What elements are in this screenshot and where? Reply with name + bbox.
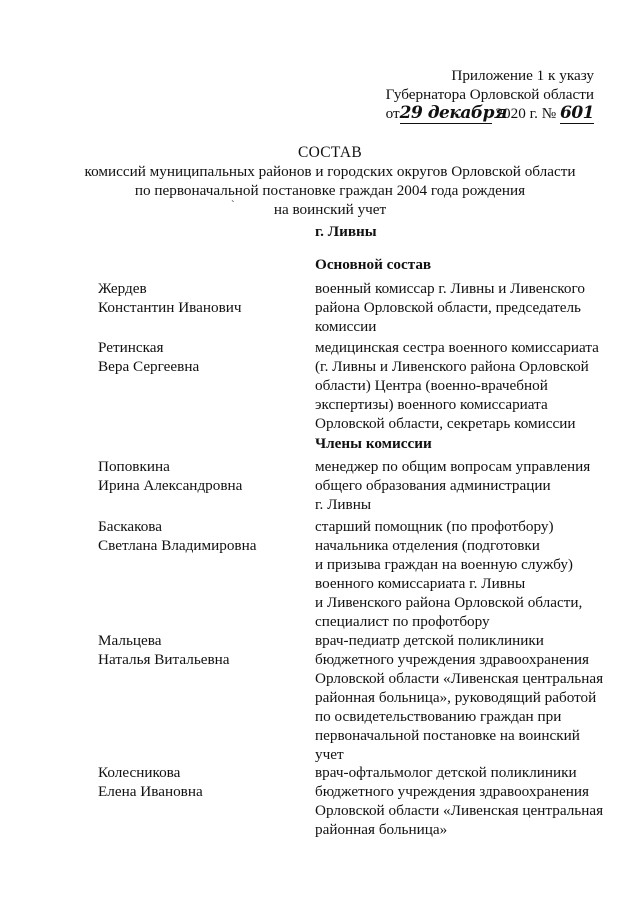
role-line: учет xyxy=(315,746,344,763)
role-line: Орловской области «Ливенская центральная xyxy=(315,802,604,819)
member-given-names: Наталья Витальевна xyxy=(98,651,230,668)
role-line: врач-педиатр детской поликлиники xyxy=(315,632,544,649)
member-given-names: Константин Иванович xyxy=(98,299,242,316)
stray-mark: ` xyxy=(231,199,235,211)
member-given-names: Вера Сергеевна xyxy=(98,358,200,375)
year-and-number-label: 2020 г. № xyxy=(495,105,557,122)
role-line: и Ливенского района Орловской области, xyxy=(315,594,583,611)
role-line: бюджетного учреждения здравоохранения xyxy=(315,783,589,800)
role-line: старший помощник (по профотбору) xyxy=(315,518,554,535)
title-line: комиссий муниципальных районов и городских округов Орловской области xyxy=(84,163,576,180)
role-line: района Орловской области, председатель xyxy=(315,299,581,316)
role-line: комиссии xyxy=(315,318,377,335)
title-heading: СОСТАВ xyxy=(297,144,363,161)
member-role xyxy=(315,517,615,631)
member-surname: Баскакова xyxy=(98,518,163,535)
appendix-header xyxy=(372,66,594,124)
member-role xyxy=(315,763,615,839)
appendix-governor-line: Губернатора Орловской области xyxy=(385,86,594,103)
member-role xyxy=(315,457,615,514)
role-line: специалист по профотбору xyxy=(315,613,490,630)
document-title xyxy=(60,143,600,219)
role-line: Орловской области, секретарь комиссии xyxy=(315,415,576,432)
title-line: по первоначальной постановке граждан 2004 года рождения xyxy=(134,182,526,199)
role-line: районная больница» xyxy=(315,821,448,838)
title-line: на воинский учет xyxy=(273,201,387,218)
member-given-names: Елена Ивановна xyxy=(98,783,203,800)
date-prefix: от xyxy=(385,105,400,122)
member-surname: Колесникова xyxy=(98,764,181,781)
role-line: первоначальной постановке на воинский xyxy=(315,727,580,744)
role-line: военного комиссариата г. Ливны xyxy=(315,575,526,592)
section-main: Основной состав xyxy=(315,256,432,273)
role-line: военный комиссар г. Ливны и Ливенского xyxy=(315,280,585,297)
member-surname: Жердев xyxy=(98,280,147,297)
member-surname: Мальцева xyxy=(98,632,162,649)
member-name xyxy=(98,517,298,555)
handwritten-date: 29 декабря xyxy=(399,103,508,123)
member-role xyxy=(315,338,615,433)
appendix-line: Приложение 1 к указу xyxy=(451,67,594,84)
role-line: и призыва граждан на военную службу) xyxy=(315,556,573,573)
member-name xyxy=(98,457,298,495)
member-surname: Поповкина xyxy=(98,458,170,475)
role-line: районная больница», руководящий работой xyxy=(315,689,597,706)
role-line: врач-офтальмолог детской поликлиники xyxy=(315,764,577,781)
appendix-date-line xyxy=(372,104,594,124)
handwritten-number: 601 xyxy=(560,103,594,123)
member-given-names: Светлана Владимировна xyxy=(98,537,257,554)
role-line: общего образования администрации xyxy=(315,477,551,494)
role-line: г. Ливны xyxy=(315,496,372,513)
member-surname: Ретинская xyxy=(98,339,164,356)
role-line: по освидетельствованию граждан при xyxy=(315,708,562,725)
member-name xyxy=(98,763,298,801)
role-line: области) Центра (военно-врачебной xyxy=(315,377,548,394)
member-given-names: Ирина Александровна xyxy=(98,477,243,494)
city-heading: г. Ливны xyxy=(315,223,377,240)
role-line: начальника отделения (подготовки xyxy=(315,537,540,554)
section-members: Члены комиссии xyxy=(315,435,432,452)
role-line: (г. Ливны и Ливенского района Орловской xyxy=(315,358,589,375)
member-name xyxy=(98,338,298,376)
member-name xyxy=(98,631,298,669)
role-line: медицинская сестра военного комиссариата xyxy=(315,339,599,356)
member-role xyxy=(315,631,615,764)
member-role xyxy=(315,279,615,336)
role-line: Орловской области «Ливенская центральная xyxy=(315,670,604,687)
role-line: менеджер по общим вопросам управления xyxy=(315,458,591,475)
member-name xyxy=(98,279,298,317)
role-line: экспертизы) военного комиссариата xyxy=(315,396,548,413)
role-line: бюджетного учреждения здравоохранения xyxy=(315,651,589,668)
